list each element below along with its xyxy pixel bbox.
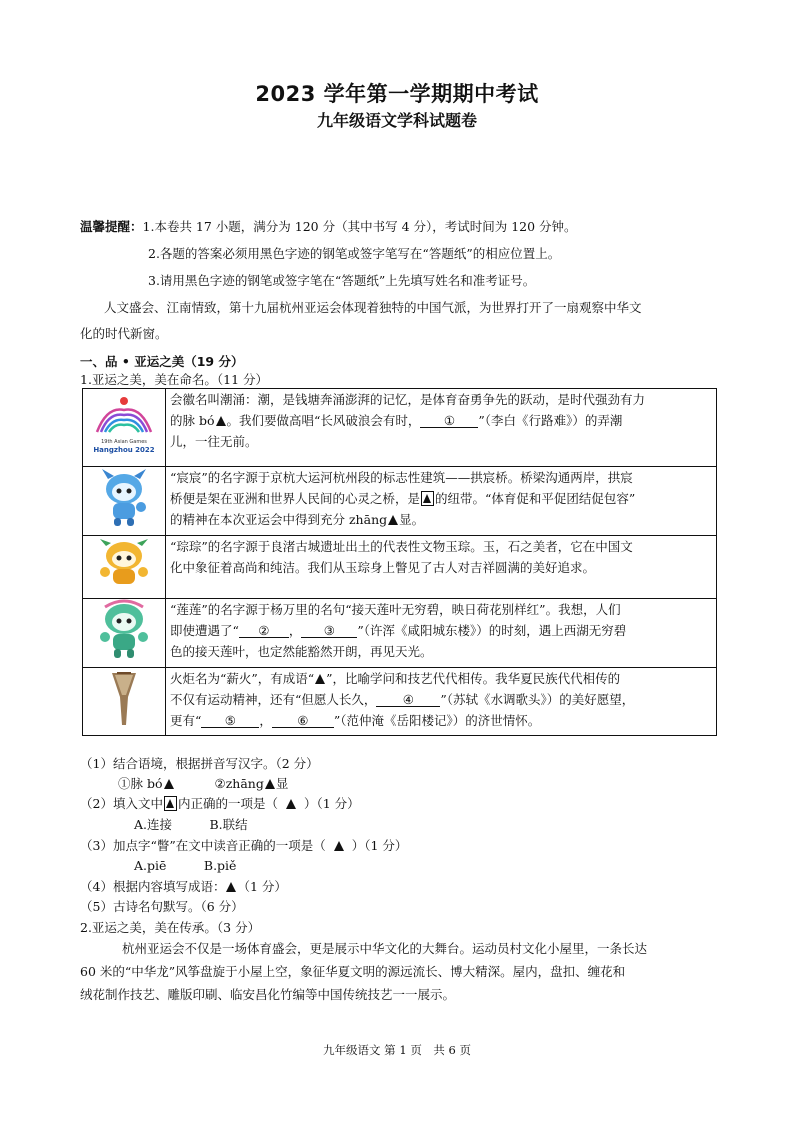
intro-line-2: 化的时代新窗。 [80,326,168,341]
notice-item-3: 3.请用黑色字迹的钢笔或签字笔在“答题纸”上先填写姓名和准考证号。 [148,273,536,288]
notice-line-1 [80,219,577,235]
q1-1-item-b-end: 显 [275,776,289,791]
row-2-pinyin: 的精神在本次亚运会中得到充分 zhāng [170,512,388,527]
q1-3-text-b: ）（1 分） [351,838,408,853]
row-emblem-text [166,389,717,467]
notice-item-2: 2.各题的答案必须用黑色字迹的钢笔或签字笔写在“答题纸”的相应位置上。 [148,246,561,261]
blank-triangle-icon [226,882,236,892]
row-1-pinyin: 的脉 bó [170,413,215,428]
row-chenchen-text [166,467,717,536]
blank-1: ① [420,414,478,428]
question-2-title: 2.亚运之美，美在传承。（3 分） [80,920,261,935]
row-2-text-b: 的纽带。“体育促和平促团结促包容” [435,491,636,506]
emblem-caption-2: Hangzhou 2022 [93,445,155,454]
row-5-text-c: 不仅有运动精神，还有“但愿人长久， [170,692,377,707]
row-5-line-2 [170,689,712,710]
mascot-cell-chenchen [83,467,166,536]
row-1-citation: ”（李白《行路难》）的弄潮 [478,413,623,428]
row-5-line-1 [170,668,712,689]
q1-1-item-a: ①脉 bó [118,776,163,791]
torch-cell [83,668,166,736]
blank-triangle-icon [216,416,226,426]
row-5-line-3 [170,710,712,731]
row-2-line-3 [170,509,712,530]
emblem-cell [83,389,166,467]
q1-5-title: （5）古诗名句默写。（6 分） [80,899,244,914]
mascot-congcong-icon [94,536,154,592]
row-congcong-text [166,536,717,599]
row-2-text-c: 显。 [399,512,425,527]
q1-2-text-c: ）（1 分） [303,796,360,811]
hangzhou-emblem-icon [87,392,161,458]
q1-2-title [80,796,360,812]
page-footer: 九年级语文 第 1 页 共 6 页 [323,1043,471,1057]
q2-paragraph-line-1: 杭州亚运会不仅是一场体育盛会，更是展示中华文化的大舞台。运动员村文化小屋里，一条长达 [122,941,648,956]
exam-title: 2023 学年第一学期期中考试 [255,82,539,106]
row-2-line-1: “宸宸”的名字源于京杭大运河杭州段的标志性建筑——拱宸桥。桥梁沟通两岸，拱宸 [170,470,633,485]
emblem-caption-1: 19th Asian Games [101,438,147,445]
q1-2-text-a: （2）填入文中 [80,796,163,811]
q1-4-text-a: （4）根据内容填写成语： [80,879,226,894]
intro-line-1: 人文盛会、江南情致，第十九届杭州亚运会体现着独特的中国气派，为世界打开了一扇观察中华文 [104,300,642,315]
boxed-triangle-icon [421,491,434,506]
row-5-text-b: ”，比喻学问和技艺代代相传。我华夏民族代代相传的 [326,671,621,686]
blank-5: ⑤ [201,714,259,728]
boxed-triangle-icon [164,796,177,811]
blank-4: ④ [376,693,440,707]
row-5-comma: ， [259,713,272,728]
blank-triangle-icon [388,515,398,525]
q2-paragraph-line-3: 绒花制作技艺、雕版印刷、临安昌化竹编等中国传统技艺一一展示。 [80,987,456,1002]
row-4-citation: ”（许浑《咸阳城东楼》）的时刻，遇上西湖无穷碧 [357,623,627,638]
mascot-cell-lianlian [83,599,166,668]
row-1-line-1: 会徽名叫潮涌：潮，是钱塘奔涌澎湃的记忆，是体育奋勇争先的跃动，是时代强劲有力 [170,392,646,407]
notice-item-1: 1.本卷共 17 小题，满分为 120 分（其中书写 4 分），考试时间为 120 分钟。 [142,219,577,234]
row-2-text-a: 桥便是架在亚洲和世界人民间的心灵之桥，是 [170,491,421,506]
blank-triangle-icon [265,779,275,789]
row-1-line-2 [170,410,712,431]
notice-label: 温馨提醒： [80,219,143,234]
mascot-chenchen-icon [94,467,154,529]
mascot-table [82,388,717,736]
answer-triangle-icon [286,799,296,809]
q1-1-items [118,776,288,792]
question-1-title: 1.亚运之美，美在命名。（11 分） [80,372,269,387]
blank-6: ⑥ [272,714,334,728]
blank-2: ② [239,624,289,638]
q1-4-title [80,879,287,895]
q1-3-text-a: （3）加点字“瞥”在文中读音正确的一项是（ [80,838,326,853]
q1-1-item-b: ②zhāng [214,776,264,791]
blank-triangle-icon [164,779,174,789]
row-1-line-3: 儿，一往无前。 [170,434,258,449]
blank-triangle-icon [315,674,325,684]
q1-2-options: A.连接 B.联结 [134,817,248,832]
row-5-text-a: 火炬名为“薪火”，有成语“ [170,671,315,686]
torch-icon [104,669,144,729]
row-3-line-2: 化中象征着高尚和纯洁。我们从玉琮身上瞥见了古人对吉祥圆满的美好追求。 [170,560,596,575]
q1-1-title: （1）结合语境，根据拼音写汉字。（2 分） [80,756,319,771]
row-4-line-3: 色的接天莲叶，也定然能豁然开朗，再见天光。 [170,644,433,659]
row-4-text-a: 即使遭遇了“ [170,623,239,638]
blank-3: ③ [301,624,357,638]
q1-3-options: A.piē B.piě [134,858,237,873]
q2-paragraph-line-2: 60 米的“中华龙”风筝盘旋于小屋上空，象征华夏文明的源远流长、博大精深。屋内，盘扣、缠花和 [80,964,626,979]
row-5-citation: ”（苏轼《水调歌头》）的美好愿望， [440,692,635,707]
answer-triangle-icon [334,841,344,851]
q1-4-text-b: （1 分） [237,879,287,894]
row-2-line-2 [170,488,712,509]
row-5-citation-2: ”（范仲淹《岳阳楼记》）的济世情怀。 [333,713,541,728]
row-torch-text [166,668,717,736]
row-lianlian-text [166,599,717,668]
mascot-cell-congcong [83,536,166,599]
q1-2-text-b: 内正确的一项是（ [177,796,278,811]
exam-subtitle: 九年级语文学科试题卷 [316,111,477,130]
row-4-comma: ， [288,623,302,638]
row-5-text-d: 更有“ [170,713,202,728]
mascot-lianlian-icon [94,599,154,661]
row-1-text: 。我们要做高唱“长风破浪会有时， [226,413,421,428]
row-4-line-1: “莲莲”的名字源于杨万里的名句“接天莲叶无穷碧，映日荷花别样红”。我想，人们 [170,602,621,617]
row-3-line-1: “琮琮”的名字源于良渚古城遗址出土的代表性文物玉琮。玉，石之美者，它在中国文 [170,539,633,554]
q1-3-title [80,838,407,854]
row-4-line-2 [170,620,712,641]
section-1-heading: 一、品 • 亚运之美（19 分） [80,354,244,369]
